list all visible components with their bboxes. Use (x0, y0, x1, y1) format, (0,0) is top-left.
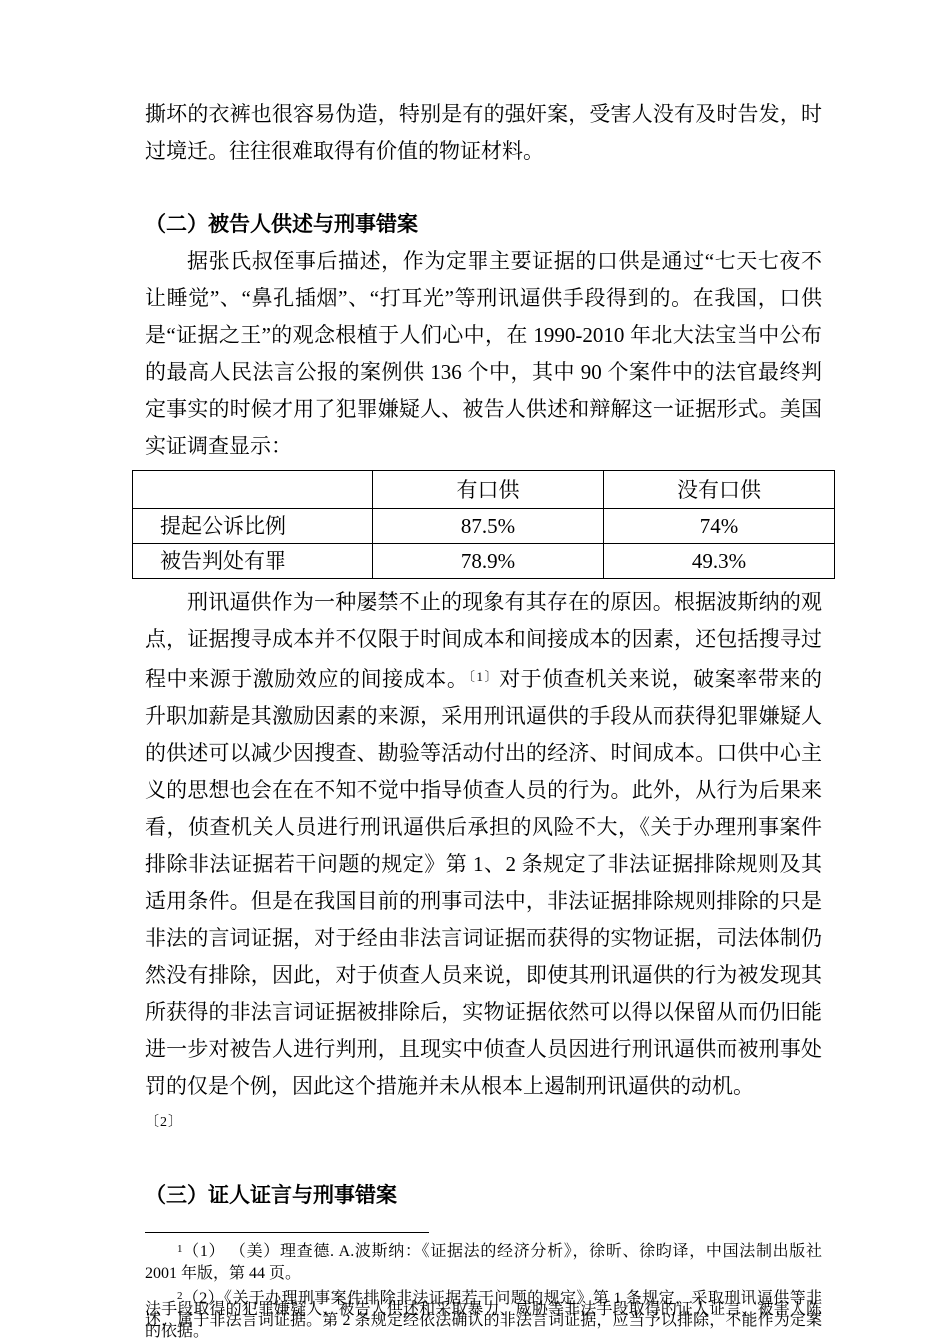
footnote-divider (145, 1232, 429, 1233)
table-cell-value: 74% (604, 509, 835, 544)
table-cell-label: 被告判处有罪 (133, 544, 373, 579)
section-heading-witness: （三）证人证言与刑事错案 (145, 1183, 397, 1207)
table-header-cell-with-confession: 有口供 (373, 471, 604, 509)
footnote-1 (145, 1241, 822, 1285)
section-heading-confession: （二）被告人供述与刑事错案 (145, 212, 418, 236)
footnote-ref-2: 〔2〕 (145, 1115, 183, 1130)
table-row-guilty-verdict-rate (133, 544, 835, 579)
table-row-prosecution-rate (133, 509, 835, 544)
table-header-cell-without-confession: 没有口供 (604, 471, 835, 509)
analysis-paragraph (145, 584, 822, 1105)
confession-statistics-table (132, 470, 835, 579)
intro-paragraph: 撕坏的衣裤也很容易伪造，特别是有的强奸案，受害人没有及时告发，时过境迁。往往很难取得有价值的物证材料。 (145, 102, 822, 163)
table-cell-label: 提起公诉比例 (133, 509, 373, 544)
footnote-2 (145, 1290, 822, 1340)
table-header-cell-empty (133, 471, 373, 509)
table-cell-value: 87.5% (373, 509, 604, 544)
table-cell-value: 78.9% (373, 544, 604, 579)
table-header-row (133, 471, 835, 509)
footnote-ref-1: 〔1〕 (468, 669, 500, 684)
footnote-2-text: （2）《关于办理刑事案件排除非法证据若干问题的规定》第 1 条规定，采取刑讯逼供等非法手段取得的犯罪嫌疑人、被告人供述和采取暴力、威胁等非法手段取得的证人证言、被害人陈述，属于非法言词证据。第 2 条规定经依法确认的非法言词证据，应当予以排除，不能作为定案的依据。 (145, 1290, 822, 1340)
analysis-text-part2: 对于侦查机关来说，破案率带来的升职加薪是其激励因素的来源，采用刑讯逼供的手段从而获得犯罪嫌疑人的供述可以减少因搜查、勘验等活动付出的经济、时间成本。口供中心主义的思想也会在在不知不觉中指导侦查人员的行为。此外，从行为后果来看，侦查机关人员进行刑讯逼供后承担的风险不大，《关于办理刑事案件排除非法证据若干问题的规定》第 1、2 条规定了非法证据排除规则及其适用条件。但是在我国目前的刑事司法中，非法证据排除规则排除的只是非法的言词证据，对于经由非法言词证据而获得的实物证据，司法体制仍然没有排除，因此，对于侦查人员来说，即使其刑讯逼供的行为被发现其所获得的非法言词证据被排除后，实物证据依然可以得以保留从而仍旧能进一步对被告人进行判刑，且现实中侦查人员因进行刑讯逼供而被刑事处罚的仅是个例，因此这个措施并未从根本上遏制刑讯逼供的动机。 (145, 667, 822, 1098)
footnote-area (145, 1232, 822, 1340)
footnote-1-marker: 1 (177, 1243, 183, 1255)
footnote-1-text: （1） （美）理查德. A.波斯纳：《证据法的经济分析》，徐昕、徐昀译，中国法制出版社 2001 年版，第 44 页。 (145, 1243, 822, 1282)
footnote-2-marker: 2 (177, 1290, 183, 1302)
confession-lead-paragraph: 据张氏叔侄事后描述，作为定罪主要证据的口供是通过“七天七夜不让睡觉”、“鼻孔插烟”、“打耳光”等刑讯逼供手段得到的。在我国，口供是“证据之王”的观念根植于人们心中，在 1990-2010 年北大法宝当中公布的最高人民法言公报的案例供 136 个中，其中 90 个案件中的法官最终判定事实的时候才用了犯罪嫌疑人、被告人供述和辩解这一证据形式。美国实证调查显示： (145, 249, 822, 458)
analysis-text-part1: 刑讯逼供作为一种屡禁不止的现象有其存在的原因。根据波斯纳的观点，证据搜寻成本并不仅限于时间成本和间接成本的因素，还包括搜寻过程中来源于激励效应的间接成本。 (145, 590, 822, 691)
footnote-ref-2-line (145, 1105, 822, 1141)
table-cell-value: 49.3% (604, 544, 835, 579)
